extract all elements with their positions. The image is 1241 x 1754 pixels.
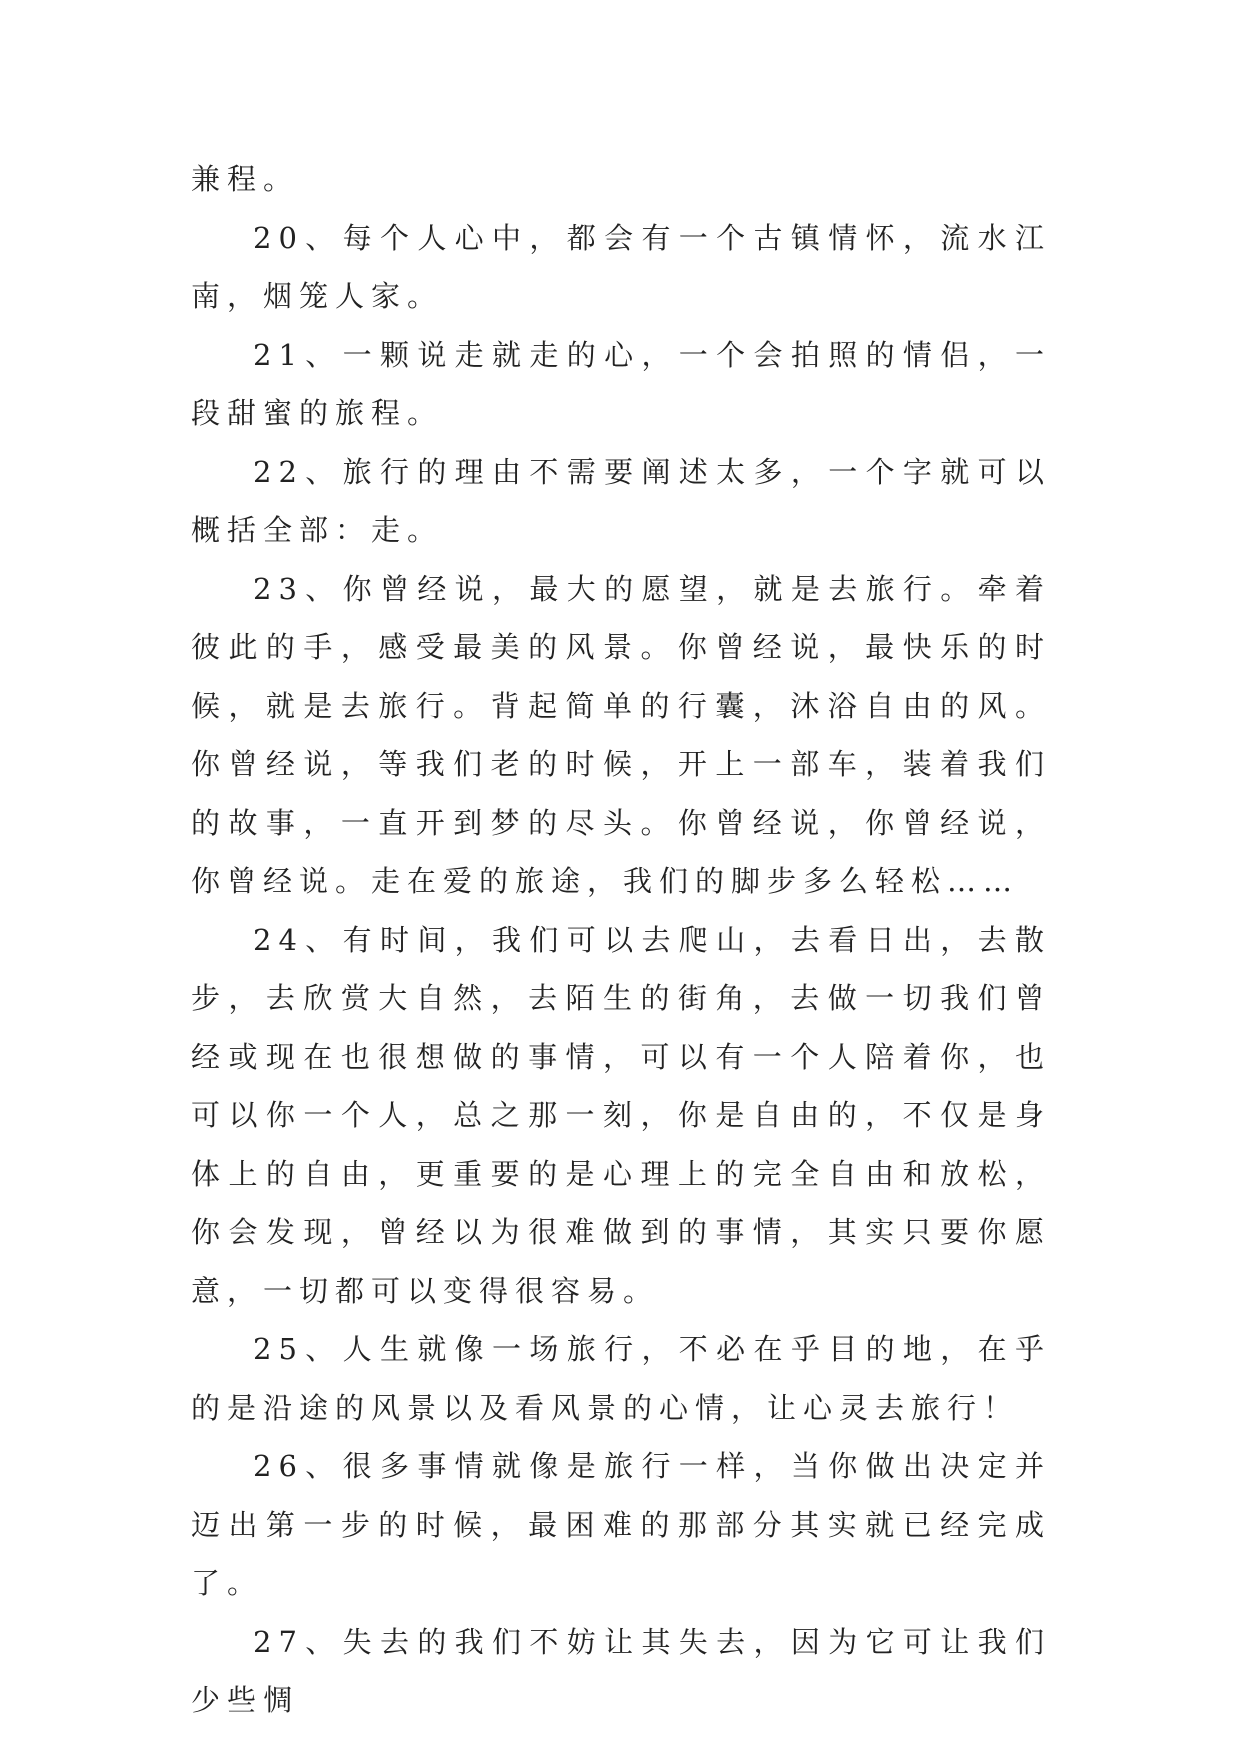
paragraph-continuation: 兼程。 bbox=[191, 162, 300, 196]
paragraph-item-27: 27、失去的我们不妨让其失去，因为它可让我们少些惆 bbox=[191, 1624, 1051, 1717]
paragraph-item-25: 25、人生就像一场旅行，不必在乎目的地，在乎的是沿途的风景以及看风景的心情，让心灵去旅行！ bbox=[191, 1332, 1051, 1425]
document-page bbox=[191, 150, 1051, 1730]
paragraph-item-20: 20、每个人心中，都会有一个古镇情怀，流水江南，烟笼人家。 bbox=[191, 220, 1051, 313]
paragraph-item-22: 22、旅行的理由不需要阐述太多，一个字就可以概括全部：走。 bbox=[191, 454, 1051, 547]
paragraph-item-24: 24、有时间，我们可以去爬山，去看日出，去散步，去欣赏大自然，去陌生的街角，去做一切我们曾经或现在也很想做的事情，可以有一个人陪着你，也可以你一个人，总之那一刻，你是自由的，不仅是身体上的自由，更重要的是心理上的完全自由和放松，你会发现，曾经以为很难做到的事情，其实只要你愿意，一切都可以变得很容易。 bbox=[191, 922, 1051, 1308]
paragraph-item-26: 26、很多事情就像是旅行一样，当你做出决定并迈出第一步的时候，最困难的那部分其实就已经完成了。 bbox=[191, 1449, 1051, 1600]
paragraph-item-21: 21、一颗说走就走的心，一个会拍照的情侣，一段甜蜜的旅程。 bbox=[191, 337, 1051, 430]
paragraph-item-23: 23、你曾经说，最大的愿望，就是去旅行。牵着彼此的手，感受最美的风景。你曾经说，最快乐的时候，就是去旅行。背起简单的行囊，沐浴自由的风。你曾经说，等我们老的时候，开上一部车，装着我们的故事，一直开到梦的尽头。你曾经说，你曾经说，你曾经说。走在爱的旅途，我们的脚步多么轻松…… bbox=[191, 571, 1051, 898]
